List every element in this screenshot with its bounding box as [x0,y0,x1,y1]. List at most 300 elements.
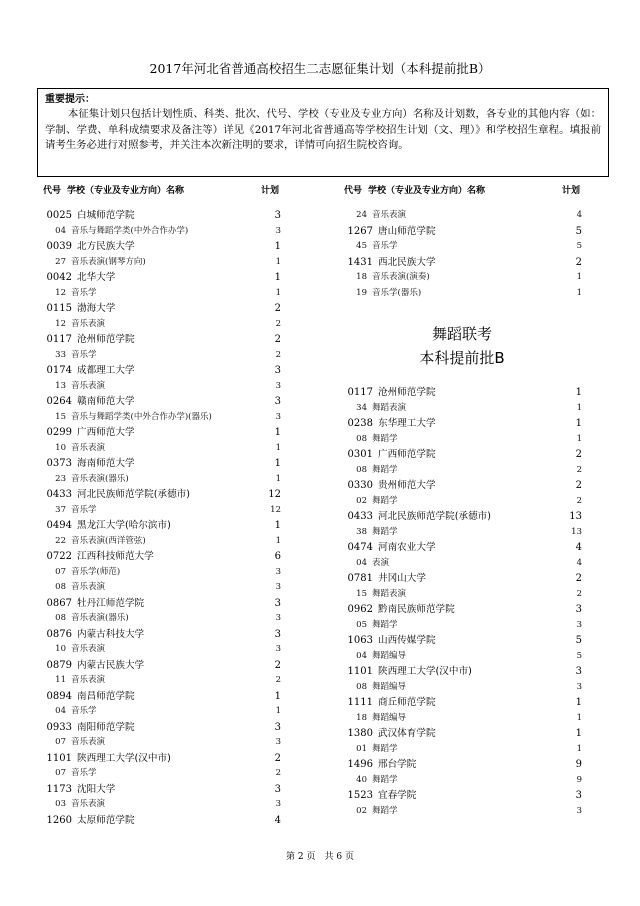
school-plan: 1 [274,272,281,283]
section-title: 舞蹈联考 [431,325,492,343]
school-code: 0299 [46,427,72,438]
page-title: 2017年河北省普通高校招生二志愿征集计划（本科提前批B） [149,61,491,76]
school-name: 南昌师范学院 [77,690,135,702]
school-row [37,394,285,410]
school-row [37,658,285,674]
major-name: 舞蹈表演 [372,402,407,413]
school-plan: 3 [274,396,281,407]
school-row [338,602,586,618]
school-name: 黑龙江大学(哈尔滨市) [77,520,171,531]
notice-box [37,88,609,177]
school-code: 0722 [46,551,72,562]
major-row [37,441,285,457]
major-row [338,208,586,224]
school-row [37,208,285,224]
major-row [338,742,586,758]
school-row [37,332,285,348]
major-name: 音乐表演(演奏) [372,272,430,282]
school-name: 河北民族师范学院(承德市) [378,511,492,522]
major-name: 音乐表演(器乐) [71,613,129,623]
major-row [37,673,285,689]
major-row [37,255,285,271]
section-heading [338,301,586,385]
major-plan: 2 [275,675,281,685]
school-plan: 3 [274,721,281,733]
notice-heading: 重要提示： [45,94,95,105]
school-code: 1523 [347,790,373,801]
school-plan: 2 [575,480,582,491]
school-name: 黔南民族师范学院 [378,604,455,615]
page-footer: 第 2 页 共 6 页 [286,852,354,862]
major-plan: 3 [576,805,582,816]
major-code: 04 [55,706,66,716]
school-code: 0433 [347,511,373,522]
school-row [37,456,285,472]
major-code: 10 [55,644,66,654]
major-code: 45 [356,241,367,251]
school-code: 1380 [347,728,373,739]
major-code: 08 [356,464,367,475]
major-name: 音乐学 [71,504,97,515]
major-code: 15 [55,411,66,422]
school-plan: 6 [274,551,281,562]
major-name: 音乐表演(器乐) [71,473,129,484]
header-code: 代号 [344,186,363,196]
major-plan: 1 [576,433,582,444]
school-code: 1101 [347,666,373,677]
major-plan: 3 [275,737,281,747]
school-plan: 4 [575,542,582,553]
school-row [37,425,285,441]
school-plan: 2 [274,659,281,671]
major-plan: 1 [576,287,582,298]
major-name: 音乐与舞蹈学类(中外合作办学)(器乐) [71,411,212,422]
major-name: 舞蹈编导 [372,681,407,692]
major-code: 07 [55,768,66,778]
major-name: 音乐表演 [71,582,106,592]
school-name: 北华大学 [77,272,116,283]
major-plan: 1 [275,442,281,453]
column-header [338,183,586,199]
school-row [37,627,285,643]
right-bottom-list [338,385,586,819]
school-name: 赣南师范大学 [77,396,135,407]
school-row [338,633,586,649]
major-code: 24 [356,210,367,220]
school-name: 内蒙古民族大学 [77,659,145,671]
major-name: 音乐学 [71,287,97,298]
major-code: 04 [55,225,66,236]
major-name: 舞蹈学 [372,743,398,754]
school-name: 西北民族大学 [378,256,436,268]
major-plan: 2 [275,318,281,329]
school-code: 0373 [46,458,72,469]
school-row [37,518,285,534]
header-plan: 计划 [561,186,580,196]
school-code: 1260 [46,814,72,826]
major-row [338,286,586,302]
school-row [338,255,586,271]
left-column [37,183,285,828]
school-code: 1173 [46,783,72,795]
school-name: 渤海大学 [77,303,116,314]
school-plan: 2 [274,334,281,345]
school-plan: 13 [569,511,582,522]
major-row [37,317,285,333]
major-plan: 2 [275,349,281,360]
major-plan: 4 [576,557,582,568]
major-name: 舞蹈编导 [372,650,407,661]
major-plan: 1 [576,402,582,413]
major-name: 舞蹈学 [372,619,398,630]
school-code: 1111 [347,697,373,708]
major-code: 11 [55,675,66,685]
school-plan: 3 [575,666,582,677]
major-code: 05 [356,619,367,630]
major-row [338,618,586,634]
right-column [338,183,586,819]
major-name: 舞蹈学 [372,805,398,816]
school-row [37,813,285,829]
major-name: 音乐表演 [71,675,106,685]
major-code: 07 [55,566,66,577]
major-plan: 3 [275,380,281,391]
major-plan: 2 [576,588,582,599]
school-plan: 1 [575,728,582,739]
major-plan: 3 [275,225,281,236]
major-row [338,463,586,479]
school-name: 北方民族大学 [77,241,135,252]
major-code: 02 [356,805,367,816]
major-name: 音乐表演 [71,318,106,329]
school-name: 江西科技师范大学 [77,551,154,562]
school-code: 1101 [46,752,72,764]
school-code: 0781 [347,573,373,584]
major-name: 舞蹈学 [372,433,398,444]
major-plan: 3 [275,644,281,654]
school-plan: 3 [274,783,281,795]
school-name: 邢台学院 [378,759,417,770]
major-name: 音乐表演(西洋管弦) [71,535,146,546]
major-code: 18 [356,712,367,723]
school-plan: 3 [274,210,281,221]
major-code: 15 [356,588,367,599]
major-code: 40 [356,774,367,785]
major-plan: 3 [576,619,582,630]
school-row [338,224,586,240]
major-code: 01 [356,743,367,754]
major-plan: 2 [576,464,582,475]
major-code: 04 [356,650,367,661]
school-name: 成都理工大学 [77,365,135,376]
school-code: 0039 [46,241,72,252]
school-row [338,695,586,711]
school-code: 0433 [46,489,72,500]
major-row [37,503,285,519]
school-name: 沧州师范学院 [378,387,436,398]
school-name: 广西师范大学 [77,427,135,438]
major-name: 舞蹈学 [372,526,398,537]
school-row [338,788,586,804]
major-row [338,401,586,417]
major-row [338,556,586,572]
school-plan: 2 [575,256,582,268]
major-plan: 1 [275,706,281,716]
major-row [338,711,586,727]
school-code: 0933 [46,721,72,733]
school-row [37,596,285,612]
header-name: 学校（专业及专业方向）名称 [67,186,185,196]
major-plan: 3 [275,799,281,809]
major-code: 38 [356,526,367,537]
major-plan: 3 [576,681,582,692]
major-row [338,239,586,255]
major-code: 02 [356,495,367,506]
school-plan: 1 [575,418,582,429]
school-row [37,549,285,565]
school-code: 0174 [46,365,72,376]
major-code: 27 [55,256,66,267]
school-plan: 3 [575,790,582,801]
major-plan: 2 [275,768,281,778]
school-name: 沈阳大学 [77,783,116,795]
major-row [37,472,285,488]
school-code: 0867 [46,597,72,609]
school-name: 河南农业大学 [378,542,436,553]
major-name: 舞蹈学 [372,774,398,785]
school-code: 0238 [347,418,373,429]
school-plan: 2 [274,303,281,314]
major-code: 13 [55,380,66,391]
school-name: 牡丹江师范学院 [77,597,145,609]
school-plan: 12 [268,489,281,500]
school-code: 0117 [46,334,72,345]
major-code: 10 [55,442,66,453]
major-code: 34 [356,402,367,413]
school-row [37,487,285,503]
school-code: 0264 [46,396,72,407]
school-name: 山西传媒学院 [378,635,436,646]
major-code: 18 [356,272,367,282]
school-plan: 1 [274,427,281,438]
major-name: 音乐表演(钢琴方向) [71,256,146,267]
header-plan: 计划 [260,186,279,196]
school-row [338,664,586,680]
school-plan: 1 [274,241,281,252]
school-row [37,782,285,798]
school-name: 贵州师范大学 [378,480,436,491]
major-name: 表演 [372,557,390,568]
school-name: 东华理工大学 [378,418,436,429]
major-row [338,270,586,286]
school-plan: 1 [575,387,582,398]
major-code: 12 [55,287,66,298]
school-plan: 5 [575,635,582,646]
school-code: 0117 [347,387,373,398]
major-plan: 5 [576,650,582,661]
major-plan: 3 [275,411,281,422]
major-code: 33 [55,349,66,360]
major-name: 舞蹈学 [372,495,398,506]
school-plan: 2 [575,449,582,460]
major-plan: 1 [576,743,582,754]
major-code: 12 [55,318,66,329]
school-plan: 2 [575,573,582,584]
school-code: 0962 [347,604,373,615]
header-code: 代号 [43,186,62,196]
major-plan: 5 [576,241,582,251]
major-name: 音乐表演 [71,644,106,654]
school-row [338,571,586,587]
major-row [37,704,285,720]
major-plan: 13 [571,526,582,537]
major-row [338,649,586,665]
school-row [338,478,586,494]
school-plan: 3 [575,604,582,615]
school-row [338,447,586,463]
school-name: 宜春学院 [378,790,417,801]
school-name: 南阳师范学院 [77,721,135,733]
school-code: 0474 [347,542,373,553]
major-code: 08 [55,613,66,623]
major-name: 音乐表演 [71,737,106,747]
school-row [37,363,285,379]
major-row [37,766,285,782]
major-row [338,432,586,448]
major-plan: 1 [275,256,281,267]
major-plan: 1 [275,535,281,546]
school-code: 1431 [347,256,373,268]
major-row [37,611,285,627]
school-name: 海南师范大学 [77,458,135,469]
major-plan: 3 [275,613,281,623]
school-name: 唐山师范学院 [378,225,436,237]
school-row [338,726,586,742]
major-row [338,804,586,820]
school-name: 沧州师范学院 [77,334,135,345]
major-row [338,494,586,510]
school-row [37,239,285,255]
school-code: 0025 [46,210,72,221]
major-name: 音乐表演 [71,799,106,809]
major-row [37,534,285,550]
school-plan: 5 [575,225,582,237]
major-row [37,348,285,364]
school-plan: 1 [274,520,281,531]
school-code: 1267 [347,225,373,237]
school-row [338,509,586,525]
school-name: 商丘师范学院 [378,697,436,708]
school-name: 内蒙古科技大学 [77,628,145,640]
major-code: 19 [356,287,367,298]
major-row [37,565,285,581]
school-name: 河北民族师范学院(承德市) [77,489,191,500]
major-row [338,587,586,603]
school-code: 0876 [46,628,72,640]
school-name: 广西师范学院 [378,449,436,460]
school-plan: 2 [274,752,281,764]
major-name: 舞蹈编导 [372,712,407,723]
left-list [37,208,285,828]
major-plan: 9 [576,774,582,785]
school-row [338,416,586,432]
major-row [37,797,285,813]
school-plan: 3 [274,597,281,609]
school-code: 0301 [347,449,373,460]
major-row [37,286,285,302]
major-code: 07 [55,737,66,747]
right-top-list [338,208,586,301]
notice-body: 本征集计划只包括计划性质、科类、批次、代号、学校（专业及专业方向）名称及计划数，各专业的其他内容（如：学制、学费、单科成绩要求及备注等）详见《2017年河北省普通高等学校招生计划（文、理）》和学校招生章程。填报前请考生务必进行对照参考，并关注本次新注明的要求，详情可向招生院校咨询。 [45,108,601,151]
major-name: 音乐表演 [71,380,106,391]
school-row [37,720,285,736]
school-row [37,301,285,317]
major-plan: 12 [270,504,281,515]
header-name: 学校（专业及专业方向）名称 [368,186,486,196]
school-name: 太原师范学院 [77,814,135,826]
school-plan: 1 [274,690,281,702]
school-row [37,751,285,767]
school-plan: 3 [274,365,281,376]
major-code: 08 [356,681,367,692]
major-row [37,379,285,395]
school-plan: 3 [274,628,281,640]
major-code: 23 [55,473,66,484]
major-row [338,680,586,696]
school-row [338,385,586,401]
column-header [37,183,285,199]
school-code: 1496 [347,759,373,770]
school-row [37,270,285,286]
major-name: 舞蹈学 [372,464,398,475]
school-name: 陕西理工大学(汉中市) [378,666,472,677]
school-code: 1063 [347,635,373,646]
major-plan: 3 [275,582,281,592]
school-name: 武汉体育学院 [378,728,436,739]
section-subtitle: 本科提前批B [419,349,505,367]
school-plan: 4 [274,814,281,826]
major-plan: 2 [576,495,582,506]
major-row [37,224,285,240]
major-row [338,773,586,789]
school-row [338,540,586,556]
major-name: 舞蹈表演 [372,588,407,599]
major-name: 音乐学 [71,768,97,778]
school-code: 0494 [46,520,72,531]
major-row [37,410,285,426]
school-name: 井冈山大学 [378,573,426,584]
major-plan: 1 [275,287,281,298]
school-code: 0879 [46,659,72,671]
school-row [37,689,285,705]
major-code: 37 [55,504,66,515]
major-name: 音乐学(师范) [71,566,121,577]
school-name: 陕西理工大学(汉中市) [77,752,171,764]
major-plan: 1 [576,712,582,723]
school-plan: 1 [575,697,582,708]
school-code: 0115 [46,303,72,314]
major-name: 音乐表演 [372,210,407,220]
school-name: 白城师范学院 [77,210,135,221]
major-name: 音乐学 [372,241,398,251]
major-row [37,580,285,596]
major-name: 音乐表演 [71,442,106,453]
major-row [37,642,285,658]
major-code: 08 [55,582,66,592]
major-name: 音乐学(器乐) [372,287,422,298]
school-row [338,757,586,773]
school-plan: 1 [274,458,281,469]
